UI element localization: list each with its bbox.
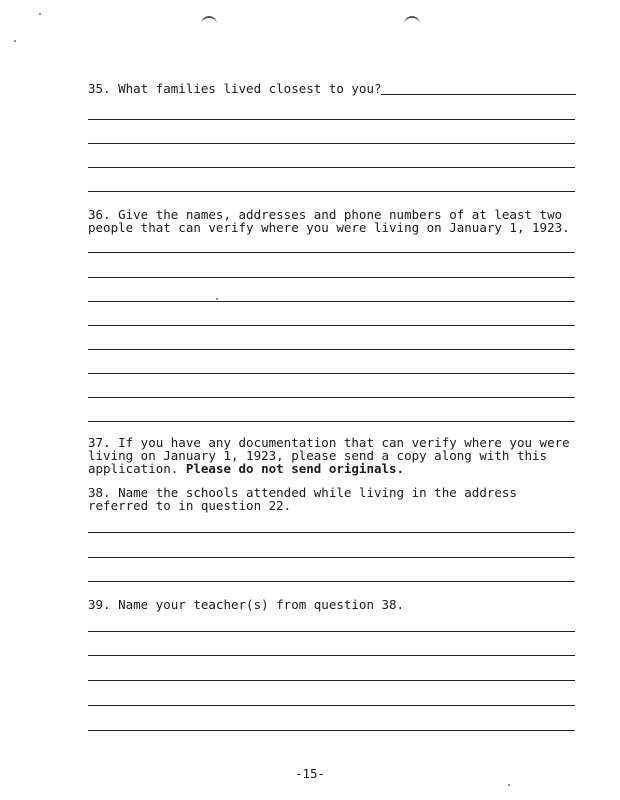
answer-38-line-2[interactable] (88, 557, 575, 558)
question-37-line-1: 37. If you have any documentation that can verify where you were (88, 435, 570, 450)
question-37-line-2: living on January 1, 1923, please send a copy along with this (88, 448, 548, 463)
scan-speck (216, 298, 218, 300)
binder-hole-right-icon (404, 16, 420, 27)
answer-36-line-7[interactable] (88, 397, 575, 398)
binder-hole-left-icon (201, 16, 217, 27)
answer-39-line-4[interactable] (88, 705, 575, 706)
question-37-line-3 (88, 462, 404, 475)
question-38-line-2: referred to in question 22. (88, 498, 292, 513)
answer-39-line-3[interactable] (88, 680, 575, 681)
scan-speck (14, 40, 16, 42)
answer-36-line-6[interactable] (88, 373, 575, 374)
answer-36-line-4[interactable] (88, 325, 575, 326)
question-35: 35. What families lived closest to you? (88, 81, 382, 96)
answer-39-line-1[interactable] (88, 631, 575, 632)
question-37-application-text: application. (88, 461, 186, 476)
question-38-line-1: 38. Name the schools attended while living in the address (88, 485, 517, 500)
answer-36-line-3[interactable] (88, 301, 575, 302)
answer-35-line-2[interactable] (88, 143, 575, 144)
answer-36-line-5[interactable] (88, 349, 575, 350)
answer-35-line-4[interactable] (88, 191, 575, 192)
question-36-line-2: people that can verify where you were living on January 1, 1923. (88, 220, 570, 235)
answer-35-inline-line[interactable] (381, 94, 576, 95)
scan-speck (508, 784, 510, 786)
page-number: -15- (294, 766, 326, 781)
answer-35-line-1[interactable] (88, 119, 575, 120)
answer-38-line-3[interactable] (88, 581, 575, 582)
answer-36-line-1[interactable] (88, 252, 575, 253)
scan-speck (39, 13, 41, 15)
question-37-warning-text: Please do not send originals. (185, 461, 405, 476)
answer-38-line-1[interactable] (88, 532, 575, 533)
answer-39-line-5[interactable] (88, 730, 575, 731)
answer-35-line-3[interactable] (88, 167, 575, 168)
answer-36-line-2[interactable] (88, 277, 575, 278)
question-36-line-1: 36. Give the names, addresses and phone numbers of at least two (88, 207, 563, 222)
question-39: 39. Name your teacher(s) from question 38. (88, 597, 405, 612)
answer-39-line-2[interactable] (88, 655, 575, 656)
answer-36-line-8[interactable] (88, 421, 575, 422)
